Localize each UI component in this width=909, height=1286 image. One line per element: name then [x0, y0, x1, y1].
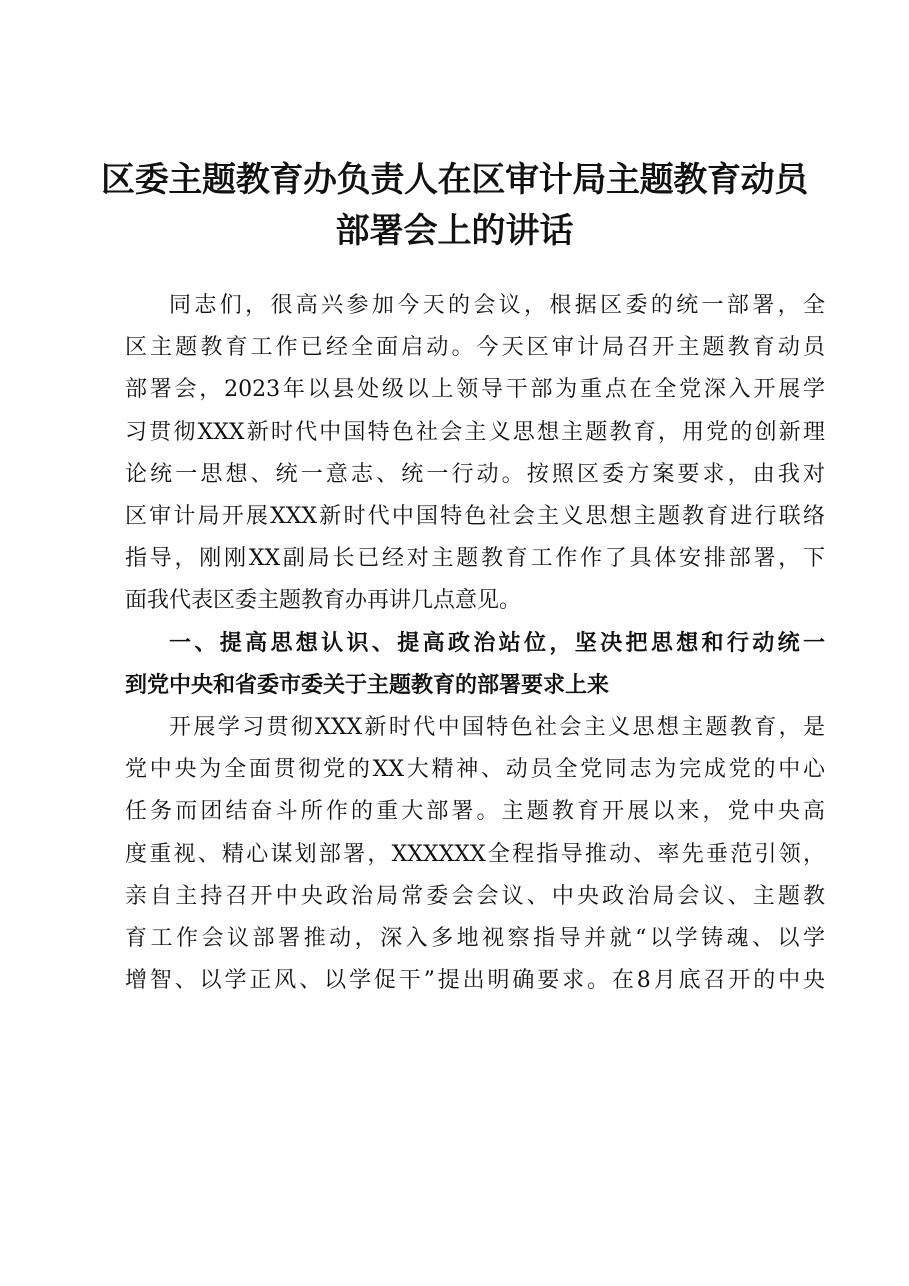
text-line: 指导，刚刚XX副局长已经对主题教育工作作了具体安排部署，下: [125, 546, 825, 572]
title-line: 部署会上的讲话: [335, 211, 574, 251]
document-body: [125, 285, 825, 1002]
text-line: 任务而团结奋斗所作的重大部署。主题教育开展以来，党中央高: [125, 799, 825, 825]
section-heading-1: [125, 623, 825, 707]
paragraph-opening: [125, 285, 825, 623]
text-line: 党中央为全面贯彻党的XX大精神、动员全党同志为完成党的中心: [125, 757, 825, 783]
paragraph-section-1: [125, 707, 825, 1002]
text-line: 论统一思想、统一意志、统一行动。按照区委方案要求，由我对: [125, 461, 825, 487]
text-line: 增智、以学正风、以学促干”提出明确要求。在8月底召开的中央: [125, 968, 825, 994]
text-line: 部署会，2023年以县处级以上领导干部为重点在全党深入开展学: [125, 377, 825, 403]
heading-line: 一、提高思想认识、提高政治站位，坚决把思想和行动统一: [169, 630, 825, 656]
title-line: 区委主题教育办负责人在区审计局主题教育动员: [101, 160, 808, 200]
text-line: 开展学习贯彻XXX新时代中国特色社会主义思想主题教育，是: [169, 715, 825, 741]
text-line: 育工作会议部署推动，深入多地视察指导并就“以学铸魂、以学: [125, 926, 825, 952]
text-line: 区审计局开展XXX新时代中国特色社会主义思想主题教育进行联络: [125, 504, 825, 530]
text-line: 面我代表区委主题教育办再讲几点意见。: [125, 588, 522, 614]
document-title: [100, 155, 809, 257]
text-line: 习贯彻XXX新时代中国特色社会主义思想主题教育，用党的创新理: [125, 419, 825, 445]
text-line: 区主题教育工作已经全面启动。今天区审计局召开主题教育动员: [125, 335, 825, 361]
text-line: 同志们，很高兴参加今天的会议，根据区委的统一部署，全: [169, 293, 825, 318]
text-line: 度重视、精心谋划部署，XXXXXX全程指导推动、率先垂范引领，: [125, 841, 825, 867]
heading-line: 到党中央和省委市委关于主题教育的部署要求上来: [125, 672, 610, 698]
text-line: 亲自主持召开中央政治局常委会会议、中央政治局会议、主题教: [125, 883, 825, 909]
